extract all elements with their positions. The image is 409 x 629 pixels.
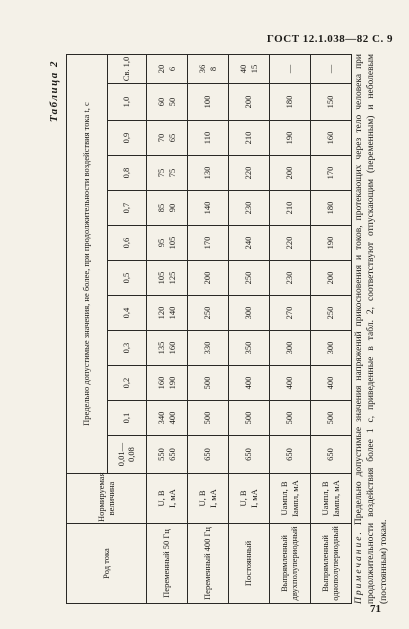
value: 190 [325,236,336,250]
value-cell [311,226,352,261]
value: — [325,64,336,74]
value: 500 [284,411,295,425]
quantity-cell [147,474,188,524]
table-title: Таблица 2 [48,60,60,123]
value: 170 [325,166,336,180]
value-cell [229,84,270,121]
duration-header: 0,1 [108,401,147,436]
duration-header: 0,6 [108,226,147,261]
quantity-cell [188,474,229,524]
value: 250 [325,306,336,320]
value-cell [311,84,352,121]
value-cell [229,401,270,436]
value-cell [147,84,188,121]
value-cell [270,436,311,474]
quantity-cell [229,474,270,524]
duration-header: 0,4 [108,296,147,331]
quantity-label: I, мА [249,489,259,508]
duration-header: 0,01—0,08 [108,436,147,474]
value-cell [147,331,188,366]
col-header-quantity: Нормируемая величина [67,474,147,524]
value: 50 [167,97,177,107]
value-cell [311,296,352,331]
value-cell [270,121,311,156]
value: 160 [155,376,166,390]
value: 190 [167,376,177,390]
current-type-cell: Выпрямленный двухполупериодный [270,524,311,604]
table-row [147,55,188,604]
value-cell [229,366,270,401]
value: 90 [167,203,177,213]
quantity-label: Uампл, В [319,481,330,516]
value: 120 [155,306,166,320]
value: 36 [196,64,207,74]
value: 6 [167,66,177,72]
value: 75 [155,168,166,178]
value: 190 [284,131,295,145]
value: 400 [284,376,295,390]
quantity-cell [311,474,352,524]
quantity-label: I, мА [208,489,218,508]
current-type-cell: Постоянный [229,524,270,604]
value-cell [147,436,188,474]
value: 75 [167,168,177,178]
value: 210 [243,131,254,145]
quantity-cell [270,474,311,524]
rotated-content [46,54,401,604]
duration-header: 0,9 [108,121,147,156]
value-cell [311,261,352,296]
value: 95 [155,238,166,248]
value: 250 [243,271,254,285]
group-header: Предельно допустимые значения, не более, при продолжительности воздействия тока t, с [67,55,108,474]
value-cell [270,191,311,226]
value-cell [188,226,229,261]
value: 220 [284,236,295,250]
value: 300 [284,341,295,355]
value: 160 [325,131,336,145]
value: 650 [167,448,177,461]
value-cell [270,84,311,121]
value-cell [147,55,188,84]
value-cell [188,84,229,121]
value-cell [229,226,270,261]
value-cell [188,366,229,401]
value: 210 [284,201,295,215]
value-cell [188,121,229,156]
value-cell [270,55,311,84]
value: 300 [243,306,254,320]
value-cell [147,191,188,226]
value: 270 [284,306,295,320]
table-row [270,55,311,604]
value-cell [311,331,352,366]
value-cell [147,366,188,401]
table-row [188,55,229,604]
value-cell [229,436,270,474]
duration-header: 0,2 [108,366,147,401]
value-cell [270,401,311,436]
value: 650 [202,448,213,461]
duration-header: Св. 1,0 [108,55,147,84]
table-note [353,54,391,604]
quantity-label: I, мА [167,489,177,508]
value: 60 [155,97,166,107]
value-cell [188,191,229,226]
value: 250 [202,306,213,320]
value: 135 [155,341,166,355]
value-cell [229,191,270,226]
current-type-cell: Переменный 50 Гц [147,524,188,604]
value: 180 [284,95,295,109]
value: 100 [202,95,213,109]
value: 160 [167,341,177,355]
value: 500 [202,376,213,390]
quantity-label: U, В [155,490,166,507]
current-type-cell: Переменный 400 Гц [188,524,229,604]
value: 220 [243,166,254,180]
value-cell [311,191,352,226]
value: 200 [325,271,336,285]
quantity-label: Iампл, мА [290,480,300,517]
table-row [311,55,352,604]
duration-header: 0,5 [108,261,147,296]
value-cell [311,436,352,474]
value: 20 [155,64,166,74]
value-cell [229,121,270,156]
value: 40 [237,64,248,74]
value: 340 [155,411,166,425]
value-cell [270,366,311,401]
value: 300 [325,341,336,355]
value-cell [147,261,188,296]
page-header: ГОСТ 12.1.038—82 С. 9 [266,33,393,45]
quantity-label: U, В [237,490,248,507]
value: 105 [167,236,177,250]
value-cell [229,55,270,84]
value-cell [229,261,270,296]
duration-header: 0,8 [108,156,147,191]
value-cell [311,156,352,191]
value-cell [188,401,229,436]
value: — [284,64,295,74]
duration-header: 0,7 [108,191,147,226]
value: 130 [202,166,213,180]
value-cell [229,331,270,366]
quantity-label: Iампл, мА [331,480,341,517]
value-cell [311,366,352,401]
value: 105 [155,271,166,285]
value: 350 [243,341,254,355]
note-label: Примечание. [353,530,364,604]
value: 140 [202,201,213,215]
value-cell [147,121,188,156]
value: 550 [155,448,166,461]
quantity-label: U, В [196,490,207,507]
value: 110 [202,131,213,145]
value-cell [270,331,311,366]
value: 200 [243,95,254,109]
value-cell [147,296,188,331]
value-cell [311,121,352,156]
value-cell [270,296,311,331]
value: 500 [325,411,336,425]
value: 180 [325,201,336,215]
value: 400 [325,376,336,390]
value-cell [147,226,188,261]
duration-header: 1,0 [108,84,147,121]
value-cell [229,156,270,191]
duration-header: 0,3 [108,331,147,366]
value-cell [311,401,352,436]
value: 650 [325,448,336,461]
value: 400 [167,411,177,425]
value: 240 [243,236,254,250]
value-cell [311,55,352,84]
value-cell [188,436,229,474]
value-cell [147,156,188,191]
value-cell [188,331,229,366]
current-type-cell: Выпрямленный однополупериодный [311,524,352,604]
value: 230 [284,271,295,285]
value-cell [147,401,188,436]
value: 500 [243,411,254,425]
value: 200 [202,271,213,285]
value: 650 [284,448,295,461]
value: 15 [249,64,259,74]
value-cell [270,156,311,191]
value-cell [229,296,270,331]
value-cell [270,226,311,261]
norms-table [66,54,352,604]
page-number: 71 [370,603,381,615]
value: 170 [202,236,213,250]
value: 500 [202,411,213,425]
value: 200 [284,166,295,180]
value: 650 [243,448,254,461]
value-cell [270,261,311,296]
value-cell [188,296,229,331]
value: 150 [325,95,336,109]
value: 85 [155,203,166,213]
value: 125 [167,271,177,285]
table-body [147,55,352,604]
value: 140 [167,306,177,320]
value-cell [188,55,229,84]
value: 70 [155,133,166,143]
quantity-label: Uампл, В [278,481,289,516]
note-text: Предельно допустимые значения напряжений прикосновения и токов, протекающих через тело человека при продолжительности воздействия более 1 с, приведенные в табл. 2, соответствуют отпускающим (переменным) и неболевым (постоянным) токам. [353,53,390,604]
value: 65 [167,133,177,143]
col-header-type: Род тока [67,524,147,604]
value: 8 [208,66,218,72]
table-row [229,55,270,604]
value: 400 [243,376,254,390]
value: 330 [202,341,213,355]
value: 230 [243,201,254,215]
value-cell [188,156,229,191]
value-cell [188,261,229,296]
